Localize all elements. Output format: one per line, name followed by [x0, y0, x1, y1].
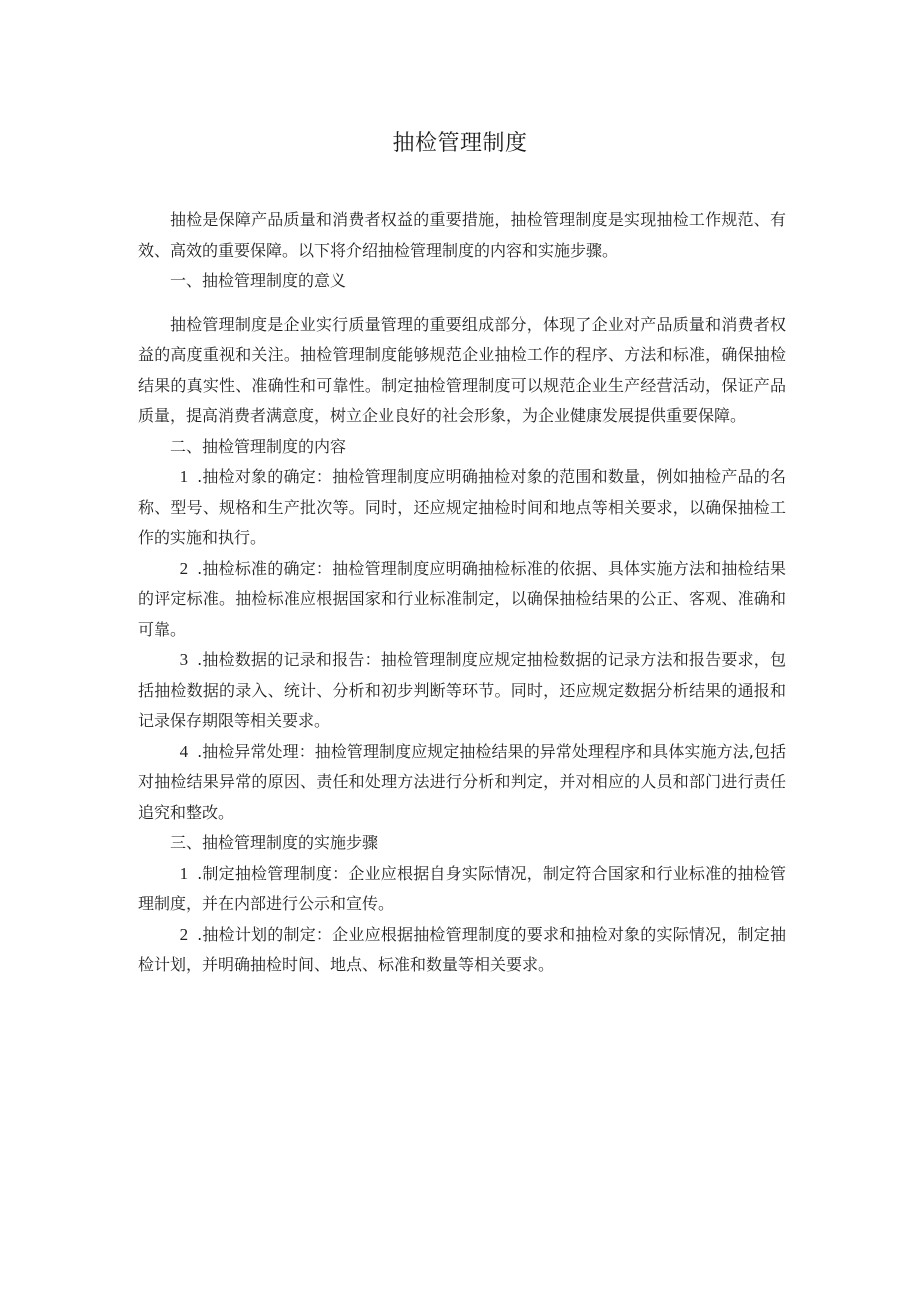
list-item-number: 3: [179, 650, 189, 669]
list-item: [138, 920, 786, 981]
section-heading-significance: 一、抽检管理制度的意义: [170, 271, 347, 290]
list-item-number: 2: [179, 924, 189, 944]
document-title: 抽检管理制度: [392, 131, 528, 156]
section-heading-content: 二、抽检管理制度的内容: [170, 436, 347, 456]
list-item-text: .抽检计划的制定：企业应根据抽检管理制度的要求和抽检对象的实际情况，制定抽检计划，并明确抽检时间、地点、标准和数量等相关要求。: [138, 924, 786, 974]
list-item-number: 1: [179, 467, 189, 486]
list-item-text: .制定抽检管理制度：企业应根据自身实际情况，制定符合国家和行业标准的抽检管理制度，并在内部进行公示和宣传。: [138, 863, 786, 913]
list-item: [138, 554, 786, 646]
list-item-text: .抽检异常处理：抽检管理制度应规定抽检结果的异常处理程序和具体实施方法,包括对抽检结果异常的原因、责任和处理方法进行分析和判定，并对相应的人员和部门进行责任追究和整改。: [138, 741, 786, 822]
list-item: [138, 645, 786, 737]
list-item: [138, 859, 786, 920]
section-body-significance: 抽检管理制度是企业实行质量管理的重要组成部分，体现了企业对产品质量和消费者权益的高度重视和关注。抽检管理制度能够规范企业抽检工作的程序、方法和标准，确保抽检结果的真实性、准确性和可靠性。制定抽检管理制度可以规范企业生产经营活动，保证产品质量，提高消费者满意度，树立企业良好的社会形象，为企业健康发展提供重要保障。: [138, 314, 786, 425]
list-item-number: 4: [179, 741, 189, 761]
intro-paragraph: 抽检是保障产品质量和消费者权益的重要措施，抽检管理制度是实现抽检工作规范、有效、高效的重要保障。以下将介绍抽检管理制度的内容和实施步骤。: [138, 210, 786, 260]
list-item-number: 1: [179, 863, 189, 883]
list-item-text: .抽检数据的记录和报告：抽检管理制度应规定抽检数据的记录方法和报告要求，包括抽检数据的录入、统计、分析和初步判断等环节。同时，还应规定数据分析结果的通报和记录保存期限等相关要求。: [138, 650, 786, 730]
list-item: [138, 462, 786, 554]
list-item-number: 2: [179, 558, 189, 578]
document-body: [138, 205, 786, 981]
list-item-text: .抽检对象的确定：抽检管理制度应明确抽检对象的范围和数量，例如抽检产品的名称、型号、规格和生产批次等。同时，还应规定抽检时间和地点等相关要求，以确保抽检工作的实施和执行。: [138, 467, 786, 547]
list-item: [138, 737, 786, 829]
section-heading-steps: 三、抽检管理制度的实施步骤: [170, 833, 379, 852]
list-item-text: .抽检标准的确定：抽检管理制度应明确抽检标准的依据、具体实施方法和抽检结果的评定标准。抽检标准应根据国家和行业标准制定，以确保抽检结果的公正、客观、准确和可靠。: [138, 558, 786, 639]
